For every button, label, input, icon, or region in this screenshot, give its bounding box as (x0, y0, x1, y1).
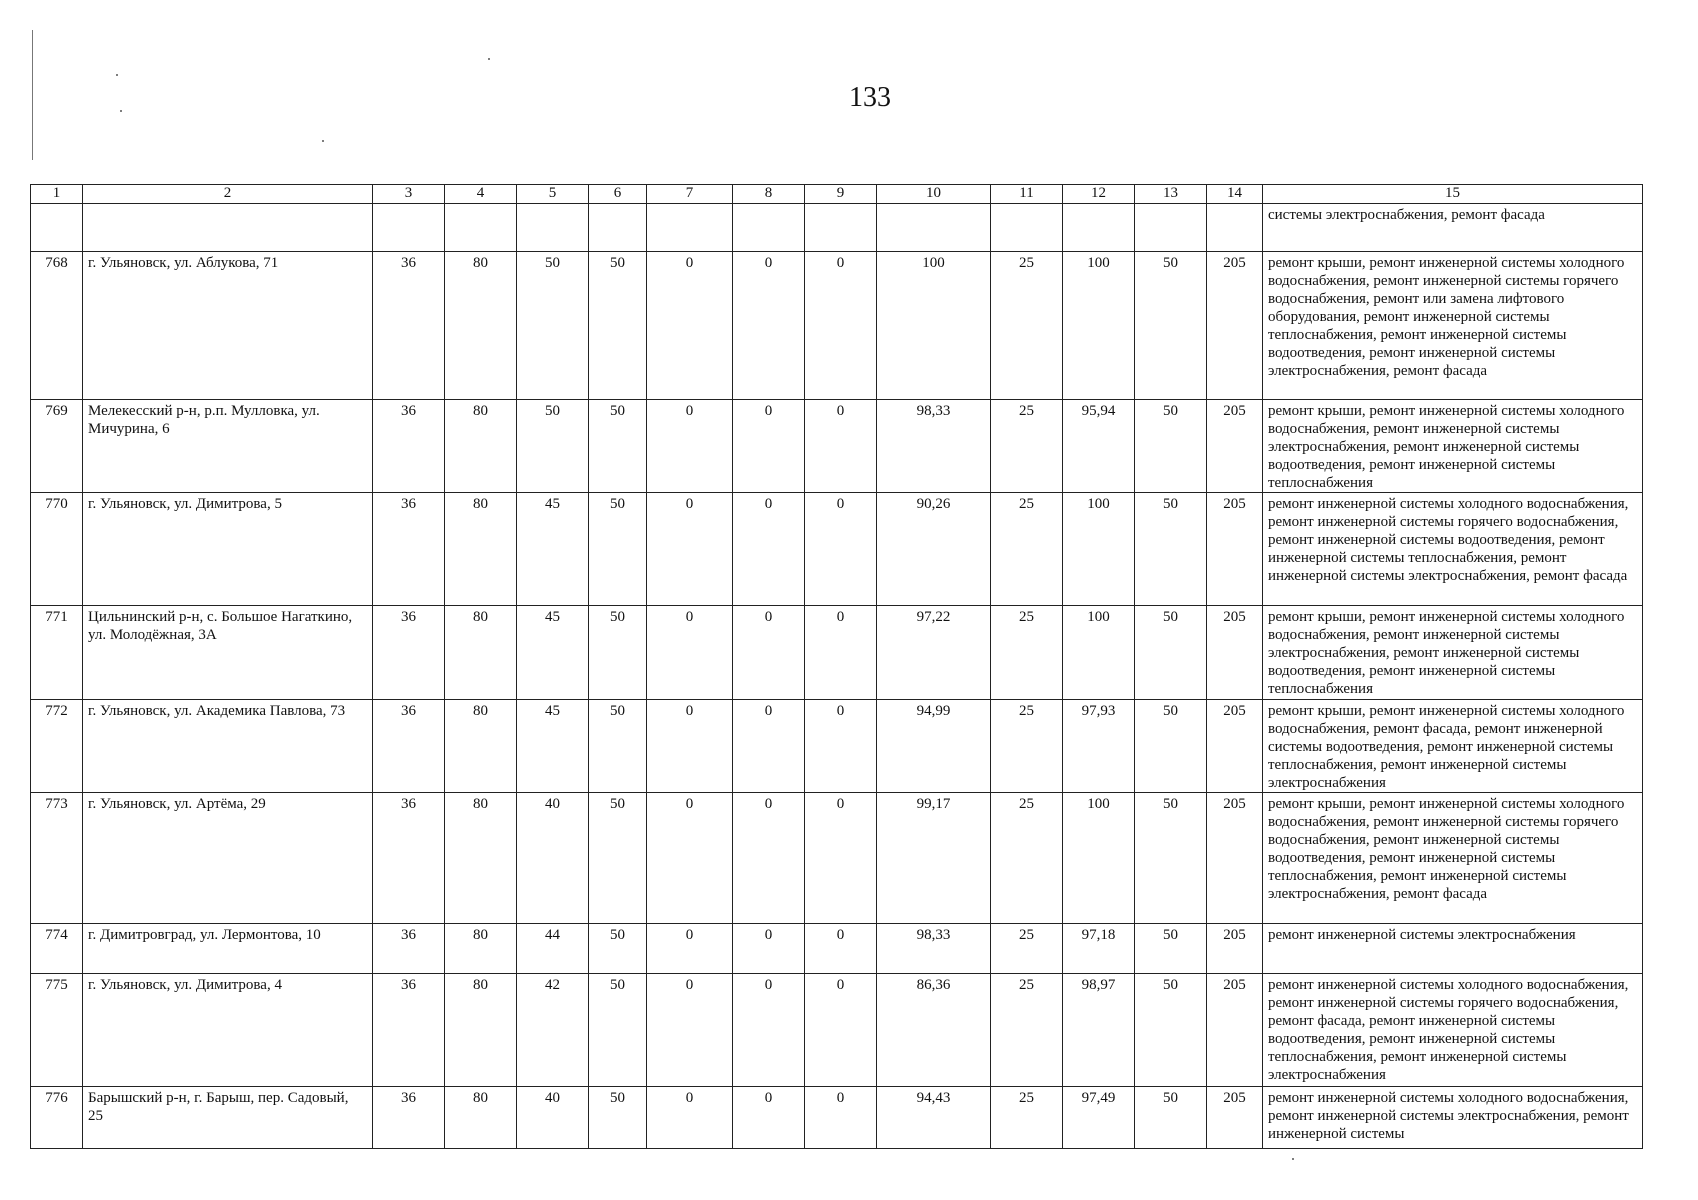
value-col-11: 25 (991, 606, 1063, 700)
value-col-13: 50 (1135, 700, 1207, 793)
value-col-11: 25 (991, 974, 1063, 1087)
works-cell: ремонт крыши, ремонт инженерной системы холодного водоснабжения, ремонт инженерной системы горячего водоснабжения, ремонт или замена лифтового оборудования, ремонт инженерной системы теплоснабжения, ремонт инженерной системы водоотведения, ремонт инженерной системы электроснабжения, ремонт фасада (1263, 252, 1643, 400)
column-number: 11 (991, 185, 1063, 204)
value-col-4: 80 (445, 1087, 517, 1149)
value-col-4: 80 (445, 252, 517, 400)
value-col-6: 50 (589, 924, 647, 974)
works-cell: ремонт инженерной системы электроснабжения (1263, 924, 1643, 974)
table-row (31, 606, 1643, 700)
row-number: 772 (31, 700, 83, 793)
value-col-12: 97,93 (1063, 700, 1135, 793)
empty-cell (647, 204, 733, 252)
value-col-13: 50 (1135, 252, 1207, 400)
value-col-14: 205 (1207, 493, 1263, 606)
empty-cell (517, 204, 589, 252)
value-col-3: 36 (373, 493, 445, 606)
value-col-11: 25 (991, 252, 1063, 400)
value-col-3: 36 (373, 606, 445, 700)
table-row (31, 493, 1643, 606)
value-col-12: 97,18 (1063, 924, 1135, 974)
scan-speck (322, 140, 324, 142)
value-col-4: 80 (445, 400, 517, 493)
empty-cell (805, 204, 877, 252)
empty-cell (1207, 204, 1263, 252)
value-col-10: 94,43 (877, 1087, 991, 1149)
empty-cell (877, 204, 991, 252)
table-row (31, 700, 1643, 793)
scan-speck (1292, 1158, 1294, 1160)
value-col-3: 36 (373, 700, 445, 793)
value-col-9: 0 (805, 1087, 877, 1149)
value-col-13: 50 (1135, 793, 1207, 924)
address-cell: г. Ульяновск, ул. Димитрова, 4 (83, 974, 373, 1087)
value-col-3: 36 (373, 1087, 445, 1149)
value-col-6: 50 (589, 606, 647, 700)
column-number-row (31, 185, 1643, 204)
value-col-13: 50 (1135, 400, 1207, 493)
value-col-12: 95,94 (1063, 400, 1135, 493)
value-col-3: 36 (373, 400, 445, 493)
value-col-10: 94,99 (877, 700, 991, 793)
address-cell: г. Ульяновск, ул. Артёма, 29 (83, 793, 373, 924)
value-col-8: 0 (733, 924, 805, 974)
column-number: 14 (1207, 185, 1263, 204)
row-number: 770 (31, 493, 83, 606)
value-col-3: 36 (373, 974, 445, 1087)
value-col-12: 100 (1063, 606, 1135, 700)
address-cell: г. Димитровград, ул. Лермонтова, 10 (83, 924, 373, 974)
value-col-13: 50 (1135, 1087, 1207, 1149)
address-cell: Барышский р-н, г. Барыш, пер. Садовый, 25 (83, 1087, 373, 1149)
value-col-10: 86,36 (877, 974, 991, 1087)
value-col-14: 205 (1207, 700, 1263, 793)
value-col-12: 100 (1063, 793, 1135, 924)
value-col-9: 0 (805, 606, 877, 700)
value-col-11: 25 (991, 793, 1063, 924)
table-row (31, 974, 1643, 1087)
row-number: 769 (31, 400, 83, 493)
value-col-5: 40 (517, 793, 589, 924)
works-cell: ремонт крыши, ремонт инженерной системы холодного водоснабжения, ремонт инженерной системы электроснабжения, ремонт инженерной системы водоотведения, ремонт инженерной системы теплоснабжения (1263, 400, 1643, 493)
value-col-8: 0 (733, 493, 805, 606)
column-number: 7 (647, 185, 733, 204)
value-col-6: 50 (589, 252, 647, 400)
table-row (31, 400, 1643, 493)
value-col-14: 205 (1207, 1087, 1263, 1149)
empty-cell (445, 204, 517, 252)
address-cell: г. Ульяновск, ул. Академика Павлова, 73 (83, 700, 373, 793)
works-cell: ремонт крыши, ремонт инженерной системы холодного водоснабжения, ремонт инженерной системы электроснабжения, ремонт инженерной системы водоотведения, ремонт инженерной системы теплоснабжения (1263, 606, 1643, 700)
value-col-9: 0 (805, 924, 877, 974)
works-cell: ремонт крыши, ремонт инженерной системы холодного водоснабжения, ремонт фасада, ремонт инженерной системы водоотведения, ремонт инженерной системы теплоснабжения, ремонт инженерной системы электроснабжения (1263, 700, 1643, 793)
value-col-7: 0 (647, 700, 733, 793)
value-col-12: 100 (1063, 493, 1135, 606)
scan-speck (116, 74, 118, 76)
value-col-8: 0 (733, 700, 805, 793)
works-cell: ремонт инженерной системы холодного водоснабжения, ремонт инженерной системы электроснабжения, ремонт инженерной системы (1263, 1087, 1643, 1149)
repair-program-table (30, 184, 1643, 1149)
value-col-7: 0 (647, 793, 733, 924)
value-col-5: 44 (517, 924, 589, 974)
table-row (31, 793, 1643, 924)
value-col-7: 0 (647, 1087, 733, 1149)
value-col-3: 36 (373, 793, 445, 924)
address-cell: Мелекесский р-н, р.п. Мулловка, ул. Мичурина, 6 (83, 400, 373, 493)
value-col-4: 80 (445, 700, 517, 793)
value-col-10: 97,22 (877, 606, 991, 700)
value-col-10: 90,26 (877, 493, 991, 606)
value-col-8: 0 (733, 606, 805, 700)
value-col-10: 98,33 (877, 924, 991, 974)
value-col-4: 80 (445, 493, 517, 606)
value-col-7: 0 (647, 493, 733, 606)
column-number: 2 (83, 185, 373, 204)
value-col-14: 205 (1207, 252, 1263, 400)
value-col-13: 50 (1135, 924, 1207, 974)
value-col-10: 98,33 (877, 400, 991, 493)
works-cell: ремонт инженерной системы холодного водоснабжения, ремонт инженерной системы горячего водоснабжения, ремонт фасада, ремонт инженерной системы водоотведения, ремонт инженерной системы теплоснабжения, ремонт инженерной системы электроснабжения (1263, 974, 1643, 1087)
value-col-13: 50 (1135, 974, 1207, 1087)
empty-cell (83, 204, 373, 252)
value-col-14: 205 (1207, 400, 1263, 493)
value-col-11: 25 (991, 493, 1063, 606)
column-number: 8 (733, 185, 805, 204)
value-col-8: 0 (733, 793, 805, 924)
empty-cell (991, 204, 1063, 252)
value-col-6: 50 (589, 974, 647, 1087)
value-col-6: 50 (589, 400, 647, 493)
value-col-6: 50 (589, 493, 647, 606)
address-cell: г. Ульяновск, ул. Димитрова, 5 (83, 493, 373, 606)
value-col-6: 50 (589, 793, 647, 924)
column-number: 13 (1135, 185, 1207, 204)
value-col-5: 42 (517, 974, 589, 1087)
empty-cell (733, 204, 805, 252)
column-number: 9 (805, 185, 877, 204)
value-col-9: 0 (805, 493, 877, 606)
value-col-5: 45 (517, 700, 589, 793)
value-col-12: 100 (1063, 252, 1135, 400)
value-col-6: 50 (589, 700, 647, 793)
value-col-12: 98,97 (1063, 974, 1135, 1087)
value-col-10: 100 (877, 252, 991, 400)
address-cell: г. Ульяновск, ул. Аблукова, 71 (83, 252, 373, 400)
column-number: 10 (877, 185, 991, 204)
scan-speck (488, 58, 490, 60)
value-col-11: 25 (991, 700, 1063, 793)
value-col-14: 205 (1207, 974, 1263, 1087)
row-number: 768 (31, 252, 83, 400)
works-continuation: системы электроснабжения, ремонт фасада (1263, 204, 1643, 252)
value-col-10: 99,17 (877, 793, 991, 924)
empty-cell (589, 204, 647, 252)
value-col-13: 50 (1135, 606, 1207, 700)
value-col-8: 0 (733, 1087, 805, 1149)
row-number: 774 (31, 924, 83, 974)
value-col-9: 0 (805, 400, 877, 493)
value-col-14: 205 (1207, 793, 1263, 924)
value-col-11: 25 (991, 400, 1063, 493)
table-row (31, 252, 1643, 400)
value-col-9: 0 (805, 252, 877, 400)
continuation-row (31, 204, 1643, 252)
value-col-8: 0 (733, 400, 805, 493)
column-number: 6 (589, 185, 647, 204)
works-cell: ремонт крыши, ремонт инженерной системы холодного водоснабжения, ремонт инженерной системы горячего водоснабжения, ремонт инженерной системы водоотведения, ремонт инженерной системы теплоснабжения, ремонт инженерной системы электроснабжения, ремонт фасада (1263, 793, 1643, 924)
table-row (31, 924, 1643, 974)
value-col-11: 25 (991, 1087, 1063, 1149)
value-col-3: 36 (373, 252, 445, 400)
column-number: 1 (31, 185, 83, 204)
value-col-13: 50 (1135, 493, 1207, 606)
row-number: 775 (31, 974, 83, 1087)
row-number: 773 (31, 793, 83, 924)
column-number: 3 (373, 185, 445, 204)
value-col-11: 25 (991, 924, 1063, 974)
value-col-12: 97,49 (1063, 1087, 1135, 1149)
empty-cell (1063, 204, 1135, 252)
value-col-3: 36 (373, 924, 445, 974)
value-col-7: 0 (647, 924, 733, 974)
value-col-5: 45 (517, 606, 589, 700)
value-col-7: 0 (647, 252, 733, 400)
address-cell: Цильнинский р-н, с. Большое Нагаткино, ул. Молодёжная, 3А (83, 606, 373, 700)
empty-cell (31, 204, 83, 252)
value-col-8: 0 (733, 974, 805, 1087)
value-col-6: 50 (589, 1087, 647, 1149)
value-col-4: 80 (445, 924, 517, 974)
empty-cell (1135, 204, 1207, 252)
column-number: 15 (1263, 185, 1643, 204)
value-col-9: 0 (805, 793, 877, 924)
value-col-5: 50 (517, 252, 589, 400)
value-col-4: 80 (445, 793, 517, 924)
value-col-14: 205 (1207, 606, 1263, 700)
value-col-4: 80 (445, 974, 517, 1087)
value-col-7: 0 (647, 974, 733, 1087)
row-number: 771 (31, 606, 83, 700)
value-col-14: 205 (1207, 924, 1263, 974)
value-col-9: 0 (805, 974, 877, 1087)
value-col-7: 0 (647, 606, 733, 700)
empty-cell (373, 204, 445, 252)
column-number: 12 (1063, 185, 1135, 204)
value-col-4: 80 (445, 606, 517, 700)
value-col-9: 0 (805, 700, 877, 793)
row-number: 776 (31, 1087, 83, 1149)
value-col-5: 50 (517, 400, 589, 493)
value-col-5: 45 (517, 493, 589, 606)
column-number: 4 (445, 185, 517, 204)
page-number: 133 (849, 82, 891, 113)
value-col-5: 40 (517, 1087, 589, 1149)
value-col-7: 0 (647, 400, 733, 493)
works-cell: ремонт инженерной системы холодного водоснабжения, ремонт инженерной системы горячего водоснабжения, ремонт инженерной системы водоотведения, ремонт инженерной системы теплоснабжения, ремонт инженерной системы электроснабжения, ремонт фасада (1263, 493, 1643, 606)
table-row (31, 1087, 1643, 1149)
value-col-8: 0 (733, 252, 805, 400)
column-number: 5 (517, 185, 589, 204)
